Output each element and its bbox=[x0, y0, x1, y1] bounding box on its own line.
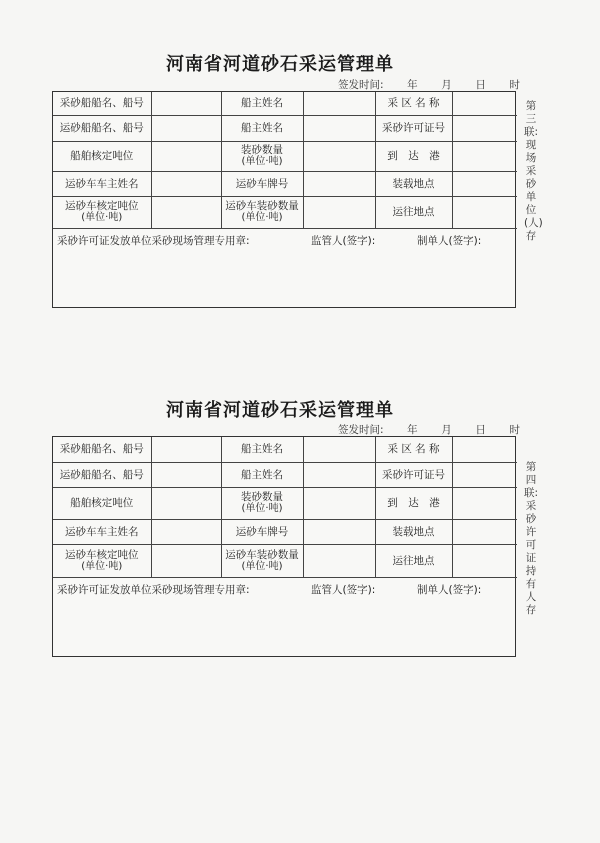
form-table bbox=[53, 92, 517, 229]
maker-label: 制单人(签字): bbox=[417, 234, 482, 247]
form-table bbox=[53, 437, 517, 578]
label-cell: 运砂船船名、船号 bbox=[53, 462, 151, 487]
label-cell bbox=[53, 196, 151, 228]
label-cell: 运砂车牌号 bbox=[221, 171, 303, 196]
value-cell[interactable] bbox=[151, 92, 221, 115]
issue-month: 月 bbox=[441, 79, 452, 91]
form-title: 河南省河道砂石采运管理单 bbox=[166, 54, 394, 75]
copy-note-vertical: 第三联:现场采砂单位(人)存 bbox=[524, 100, 543, 242]
value-cell[interactable] bbox=[151, 519, 221, 544]
label-cell: 运往地点 bbox=[375, 544, 452, 577]
label-main: 装砂数量 bbox=[241, 491, 283, 503]
form-sheet bbox=[52, 436, 516, 657]
label-cell: 到 达 港 bbox=[375, 487, 452, 519]
label-cell: 船主姓名 bbox=[221, 462, 303, 487]
unit-note: (单位·吨) bbox=[81, 560, 123, 572]
value-cell[interactable] bbox=[303, 462, 375, 487]
label-cell: 采 区 名 称 bbox=[375, 437, 452, 462]
form-sheet bbox=[52, 91, 516, 308]
value-cell[interactable] bbox=[151, 171, 221, 196]
issue-hour: 时 bbox=[509, 79, 520, 91]
label-cell: 运砂车车主姓名 bbox=[53, 171, 151, 196]
value-cell[interactable] bbox=[452, 519, 517, 544]
value-cell[interactable] bbox=[151, 487, 221, 519]
value-cell[interactable] bbox=[303, 487, 375, 519]
issue-day: 日 bbox=[475, 79, 486, 91]
label-cell: 船主姓名 bbox=[221, 92, 303, 115]
issue-time-row bbox=[338, 77, 520, 92]
value-cell[interactable] bbox=[452, 115, 517, 141]
label-main: 运砂车核定吨位 bbox=[65, 548, 139, 561]
label-main: 运砂车核定吨位 bbox=[65, 200, 139, 212]
label-cell: 采砂船船名、船号 bbox=[53, 92, 151, 115]
label-cell bbox=[221, 141, 303, 171]
value-cell[interactable] bbox=[151, 115, 221, 141]
issue-label: 签发时间: bbox=[338, 424, 384, 436]
value-cell[interactable] bbox=[151, 437, 221, 462]
label-main: 装砂数量 bbox=[241, 144, 283, 156]
label-cell bbox=[221, 487, 303, 519]
unit-note: (单位·吨) bbox=[81, 212, 123, 223]
signature-area bbox=[53, 578, 515, 654]
label-cell: 船主姓名 bbox=[221, 437, 303, 462]
supervisor-label: 监管人(签字): bbox=[311, 234, 376, 247]
value-cell[interactable] bbox=[303, 544, 375, 577]
issue-time-row bbox=[338, 422, 520, 437]
label-cell: 装载地点 bbox=[375, 171, 452, 196]
value-cell[interactable] bbox=[452, 171, 517, 196]
value-cell[interactable] bbox=[303, 519, 375, 544]
label-main: 运砂车装砂数量 bbox=[225, 200, 299, 212]
signature-area bbox=[53, 229, 515, 305]
issue-day: 日 bbox=[475, 424, 486, 436]
label-cell bbox=[221, 544, 303, 577]
label-cell: 船舶核定吨位 bbox=[53, 487, 151, 519]
label-cell: 船舶核定吨位 bbox=[53, 141, 151, 171]
label-cell: 运砂车牌号 bbox=[221, 519, 303, 544]
label-cell: 采 区 名 称 bbox=[375, 92, 452, 115]
unit-note: (单位·吨) bbox=[241, 503, 283, 514]
label-cell: 装载地点 bbox=[375, 519, 452, 544]
label-cell: 船主姓名 bbox=[221, 115, 303, 141]
issue-hour: 时 bbox=[509, 424, 520, 436]
label-cell: 运往地点 bbox=[375, 196, 452, 228]
issue-year: 年 bbox=[407, 79, 418, 91]
supervisor-label: 监管人(签字): bbox=[311, 583, 376, 596]
value-cell[interactable] bbox=[452, 462, 517, 487]
label-cell: 到 达 港 bbox=[375, 141, 452, 171]
value-cell[interactable] bbox=[303, 171, 375, 196]
copy-note-vertical: 第四联:采砂许可证持有人存 bbox=[524, 461, 539, 616]
value-cell[interactable] bbox=[452, 141, 517, 171]
issue-year: 年 bbox=[407, 424, 418, 436]
value-cell[interactable] bbox=[452, 437, 517, 462]
value-cell[interactable] bbox=[452, 196, 517, 228]
value-cell[interactable] bbox=[303, 196, 375, 228]
value-cell[interactable] bbox=[151, 196, 221, 228]
label-main: 运砂车装砂数量 bbox=[225, 548, 299, 561]
value-cell[interactable] bbox=[303, 141, 375, 171]
maker-label: 制单人(签字): bbox=[417, 583, 482, 596]
value-cell[interactable] bbox=[151, 462, 221, 487]
value-cell[interactable] bbox=[452, 544, 517, 577]
issue-month: 月 bbox=[441, 424, 452, 436]
unit-note: (单位·吨) bbox=[241, 156, 283, 167]
label-cell bbox=[53, 544, 151, 577]
value-cell[interactable] bbox=[151, 141, 221, 171]
value-cell[interactable] bbox=[452, 487, 517, 519]
value-cell[interactable] bbox=[303, 92, 375, 115]
value-cell[interactable] bbox=[452, 92, 517, 115]
seal-label: 采砂许可证发放单位采砂现场管理专用章: bbox=[57, 234, 250, 247]
unit-note: (单位·吨) bbox=[241, 560, 283, 572]
label-cell: 运砂船船名、船号 bbox=[53, 115, 151, 141]
value-cell[interactable] bbox=[303, 437, 375, 462]
label-cell: 运砂车车主姓名 bbox=[53, 519, 151, 544]
label-cell: 采砂许可证号 bbox=[375, 115, 452, 141]
unit-note: (单位·吨) bbox=[241, 212, 283, 223]
label-cell: 采砂船船名、船号 bbox=[53, 437, 151, 462]
label-cell: 采砂许可证号 bbox=[375, 462, 452, 487]
issue-label: 签发时间: bbox=[338, 79, 384, 91]
value-cell[interactable] bbox=[303, 115, 375, 141]
seal-label: 采砂许可证发放单位采砂现场管理专用章: bbox=[57, 583, 250, 596]
value-cell[interactable] bbox=[151, 544, 221, 577]
label-cell bbox=[221, 196, 303, 228]
form-title: 河南省河道砂石采运管理单 bbox=[166, 400, 394, 421]
